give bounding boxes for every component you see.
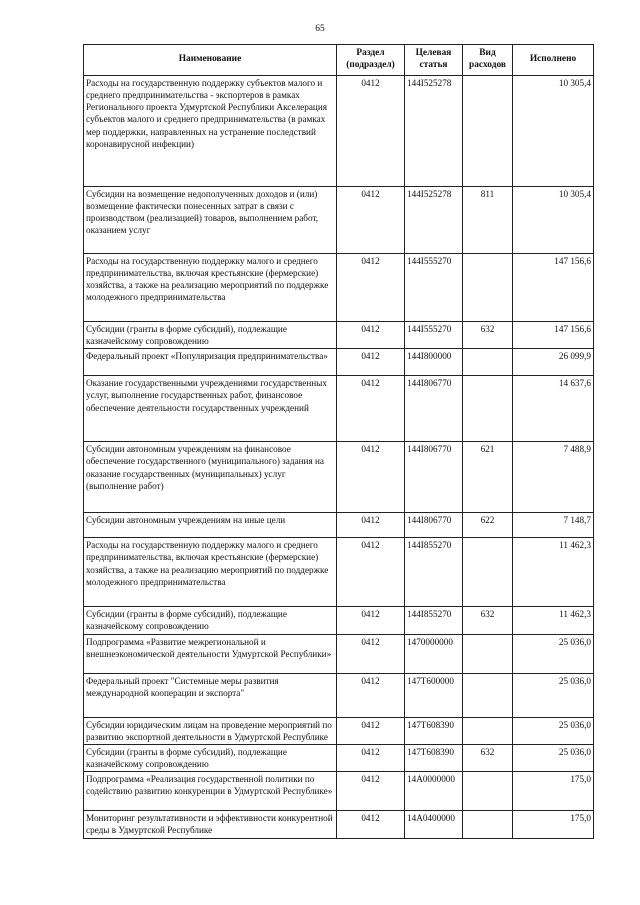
header-target: Целевая статья	[405, 45, 463, 76]
table-row	[84, 538, 594, 607]
row-kind	[463, 717, 513, 744]
row-target: 144I855270	[405, 607, 463, 634]
row-target: 147T600000	[405, 673, 463, 717]
row-executed: 25 036,0	[513, 673, 594, 717]
row-kind	[463, 673, 513, 717]
table-row	[84, 76, 594, 187]
row-section: 0412	[337, 744, 405, 771]
row-section: 0412	[337, 634, 405, 673]
header-executed: Исполнено	[513, 45, 594, 76]
row-name: Подпрограмма «Реализация государственной политики по содействию развитию конкуренции в Удмуртской Республике»	[84, 772, 337, 811]
table-row	[84, 376, 594, 442]
table-row	[84, 187, 594, 254]
row-section: 0412	[337, 673, 405, 717]
row-executed: 175,0	[513, 811, 594, 839]
row-target: 147T608390	[405, 717, 463, 744]
header-section: Раздел (подраздел)	[337, 45, 405, 76]
table-row	[84, 322, 594, 349]
row-section: 0412	[337, 538, 405, 607]
row-target: 144I525278	[405, 76, 463, 187]
row-executed: 14 637,6	[513, 376, 594, 442]
row-section: 0412	[337, 322, 405, 349]
row-kind	[463, 254, 513, 322]
row-name: Субсидии на возмещение недополученных доходов и (или) возмещение фактически понесенных затрат в связи с производством (реализацией) товаров, выполнением работ, оказанием услуг	[84, 187, 337, 254]
row-kind	[463, 811, 513, 839]
row-executed: 7 488,9	[513, 442, 594, 513]
table-body	[84, 76, 594, 839]
row-name: Субсидии автономным учреждениям на иные цели	[84, 513, 337, 538]
row-section: 0412	[337, 811, 405, 839]
row-target: 144I806770	[405, 442, 463, 513]
table-row	[84, 607, 594, 634]
row-executed: 26 099,9	[513, 349, 594, 376]
row-section: 0412	[337, 254, 405, 322]
table-row	[84, 254, 594, 322]
table-row	[84, 744, 594, 771]
row-target: 144I800000	[405, 349, 463, 376]
row-section: 0412	[337, 76, 405, 187]
row-name: Мониторинг результативности и эффективности конкурентной среды в Удмуртской Республике	[84, 811, 337, 839]
row-section: 0412	[337, 349, 405, 376]
row-kind	[463, 634, 513, 673]
row-target: 144I555270	[405, 254, 463, 322]
row-kind: 622	[463, 513, 513, 538]
table-header-row	[84, 45, 594, 76]
row-executed: 7 148,7	[513, 513, 594, 538]
row-target: 144I806770	[405, 513, 463, 538]
row-section: 0412	[337, 513, 405, 538]
row-target: 144I555270	[405, 322, 463, 349]
table-row	[84, 717, 594, 744]
header-kind: Вид расходов	[463, 45, 513, 76]
row-executed: 25 036,0	[513, 717, 594, 744]
row-section: 0412	[337, 772, 405, 811]
row-name: Расходы на государственную поддержку малого и среднего предпринимательства, включая крестьянские (фермерские) хозяйства, а также на реализацию мероприятий по поддержке молодежного предпринимательства	[84, 254, 337, 322]
row-name: Субсидии автономным учреждениям на финансовое обеспечение государственного (муниципального) задания на оказание государственных (муниципальных) услуг (выполнение работ)	[84, 442, 337, 513]
table-row	[84, 349, 594, 376]
row-executed: 147 156,6	[513, 322, 594, 349]
row-executed: 175,0	[513, 772, 594, 811]
header-name: Наименование	[84, 45, 337, 76]
row-executed: 10 305,4	[513, 76, 594, 187]
row-kind	[463, 376, 513, 442]
table-row	[84, 811, 594, 839]
row-kind: 632	[463, 322, 513, 349]
row-section: 0412	[337, 607, 405, 634]
row-target: 14A0400000	[405, 811, 463, 839]
row-section: 0412	[337, 717, 405, 744]
row-kind	[463, 349, 513, 376]
row-kind	[463, 772, 513, 811]
row-kind: 621	[463, 442, 513, 513]
row-kind	[463, 538, 513, 607]
row-target: 14A0000000	[405, 772, 463, 811]
row-name: Субсидии юридическим лицам на проведение мероприятий по развитию экспортной деятельности в Удмуртской Республике	[84, 717, 337, 744]
row-section: 0412	[337, 442, 405, 513]
row-section: 0412	[337, 376, 405, 442]
table-row	[84, 442, 594, 513]
row-kind: 632	[463, 744, 513, 771]
row-kind: 811	[463, 187, 513, 254]
table-row	[84, 513, 594, 538]
row-name: Субсидии (гранты в форме субсидий), подлежащие казначейскому сопровождению	[84, 322, 337, 349]
row-kind	[463, 76, 513, 187]
row-target: 1470000000	[405, 634, 463, 673]
page-number: 65	[315, 24, 325, 34]
row-section: 0412	[337, 187, 405, 254]
row-name: Субсидии (гранты в форме субсидий), подлежащие казначейскому сопровождению	[84, 744, 337, 771]
row-executed: 25 036,0	[513, 744, 594, 771]
row-target: 147T608390	[405, 744, 463, 771]
budget-table	[83, 44, 594, 839]
row-name: Субсидии (гранты в форме субсидий), подлежащие казначейскому сопровождению	[84, 607, 337, 634]
row-kind: 632	[463, 607, 513, 634]
row-executed: 11 462,3	[513, 607, 594, 634]
row-executed: 25 036,0	[513, 634, 594, 673]
row-name: Расходы на государственную поддержку малого и среднего предпринимательства, включая крестьянские (фермерские) хозяйства, а также на реализацию мероприятий по поддержке молодежного предпринимательства	[84, 538, 337, 607]
row-name: Расходы на государственную поддержку субъектов малого и среднего предпринимательства - экспортеров в рамках Регионального проекта Удмуртской Республики Акселерация субъектов малого и среднего предпринимательства (в рамках мер поддержки, направленных на устранение последствий коронавирусной инфекции)	[84, 76, 337, 187]
row-name: Федеральный проект "Системные меры развития международной кооперации и экспорта"	[84, 673, 337, 717]
row-executed: 10 305,4	[513, 187, 594, 254]
row-name: Федеральный проект «Популяризация предпринимательства»	[84, 349, 337, 376]
row-target: 144I855270	[405, 538, 463, 607]
row-target: 144I806770	[405, 376, 463, 442]
row-name: Подпрограмма «Развитие межрегиональной и внешнеэкономической деятельности Удмуртской Республики»	[84, 634, 337, 673]
table-row	[84, 772, 594, 811]
row-executed: 11 462,3	[513, 538, 594, 607]
row-executed: 147 156,6	[513, 254, 594, 322]
table-row	[84, 673, 594, 717]
row-name: Оказание государственными учреждениями государственных услуг, выполнение государственных работ, финансовое обеспечение деятельности государственных учреждений	[84, 376, 337, 442]
row-target: 144I525278	[405, 187, 463, 254]
table-row	[84, 634, 594, 673]
